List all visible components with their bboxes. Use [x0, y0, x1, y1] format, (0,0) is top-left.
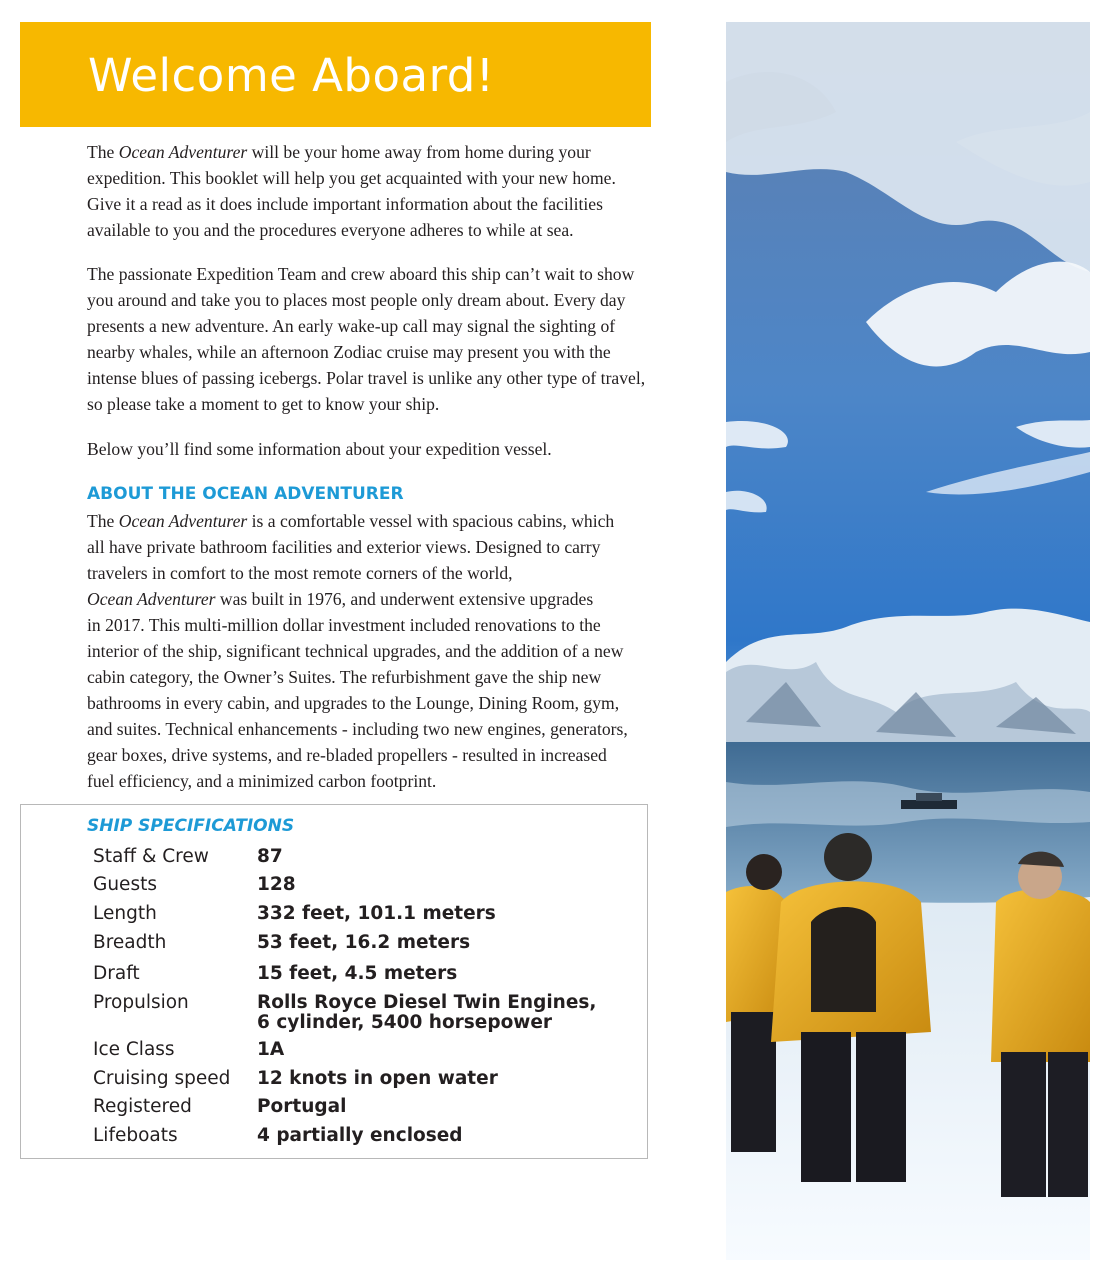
- spec-label: Draft: [93, 963, 140, 984]
- page-title: Welcome Aboard!: [88, 49, 495, 102]
- spec-label: Breadth: [93, 932, 167, 953]
- about-paragraph: [87, 508, 652, 794]
- about-line: gear boxes, drive systems, and re-bladed propellers - resulted in increased: [87, 745, 607, 765]
- spec-label: Staff & Crew: [93, 846, 209, 867]
- about-line: and suites. Technical enhancements - including two new engines, generators,: [87, 719, 628, 739]
- spec-value: 1A: [257, 1039, 285, 1060]
- spec-label: Cruising speed: [93, 1068, 231, 1089]
- spec-value: 332 feet, 101.1 meters: [257, 903, 496, 924]
- spec-value: 15 feet, 4.5 meters: [257, 963, 458, 984]
- intro-paragraph-1: [87, 139, 652, 243]
- intro-paragraph-3: Below you’ll find some information about your expedition vessel.: [87, 439, 552, 459]
- intro-text: The: [87, 142, 119, 162]
- ship-hull: [901, 800, 957, 809]
- expedition-person-right: [991, 852, 1090, 1197]
- about-text: The: [87, 511, 119, 531]
- spec-value: 53 feet, 16.2 meters: [257, 932, 471, 953]
- about-line: fuel efficiency, and a minimized carbon footprint.: [87, 771, 437, 791]
- about-heading: ABOUT THE OCEAN ADVENTURER: [87, 484, 404, 504]
- about-line: interior of the ship, significant technical upgrades, and the addition of a new: [87, 641, 624, 661]
- spec-value: 128: [257, 874, 296, 895]
- spec-label: Lifeboats: [93, 1125, 178, 1146]
- ship-name: Ocean Adventurer: [118, 142, 248, 162]
- about-line: [87, 586, 652, 612]
- spec-value: [257, 993, 596, 1033]
- antarctic-photo: [726, 22, 1090, 1260]
- about-text: was built in 1976, and underwent extensive upgrades: [215, 589, 594, 609]
- spec-label: Guests: [93, 874, 157, 895]
- spec-value: 4 partially enclosed: [257, 1125, 463, 1146]
- about-line: bathrooms in every cabin, and upgrades to the Lounge, Dining Room, gym,: [87, 693, 620, 713]
- spec-value-line: Rolls Royce Diesel Twin Engines,: [257, 992, 597, 1013]
- intro-text: will be your home away from home during your expedition. This booklet will help you get acquainted with your new home. Give it a read as it does include important information about the facilities available to you and the procedures everyone adheres to while at sea.: [87, 142, 616, 240]
- antarctic-photo-illustration: [726, 22, 1090, 1260]
- ship-name: Ocean Adventurer: [118, 511, 248, 531]
- spec-value-line: 6 cylinder, 5400 horsepower: [257, 1012, 553, 1033]
- spec-label: Registered: [93, 1096, 192, 1117]
- spec-value: 12 knots in open water: [257, 1068, 498, 1089]
- specs-title: SHIP SPECIFICATIONS: [87, 816, 295, 836]
- ship-superstructure: [916, 793, 942, 801]
- ship-name: Ocean Adventurer: [87, 589, 216, 609]
- about-line: cabin category, the Owner’s Suites. The refurbishment gave the ship new: [87, 667, 602, 687]
- about-line: in 2017. This multi-million dollar investment included renovations to the: [87, 615, 601, 635]
- spec-value: 87: [257, 846, 283, 867]
- about-line: all have private bathroom facilities and exterior views. Designed to carry: [87, 537, 601, 557]
- intro-paragraph-2: The passionate Expedition Team and crew aboard this ship can’t wait to show you around and take you to places most people only dream about. Every day presents a new adventure. An early wake-up call may signal the sighting of nearby whales, while an afternoon Zodiac cruise may present you with the intense blues of passing icebergs. Polar travel is unlike any other type of travel, so please take a moment to get to know your ship.: [87, 264, 646, 414]
- about-line: travelers in comfort to the most remote corners of the world,: [87, 563, 513, 583]
- ship-specifications-box: [20, 804, 648, 1159]
- about-line: [87, 508, 652, 534]
- about-text: is a comfortable vessel with spacious cabins, which: [247, 511, 615, 531]
- title-banner: [20, 22, 651, 127]
- spec-label: Length: [93, 903, 157, 924]
- spec-label: Ice Class: [93, 1039, 175, 1060]
- spec-label: Propulsion: [93, 992, 189, 1013]
- spec-value: Portugal: [257, 1096, 347, 1117]
